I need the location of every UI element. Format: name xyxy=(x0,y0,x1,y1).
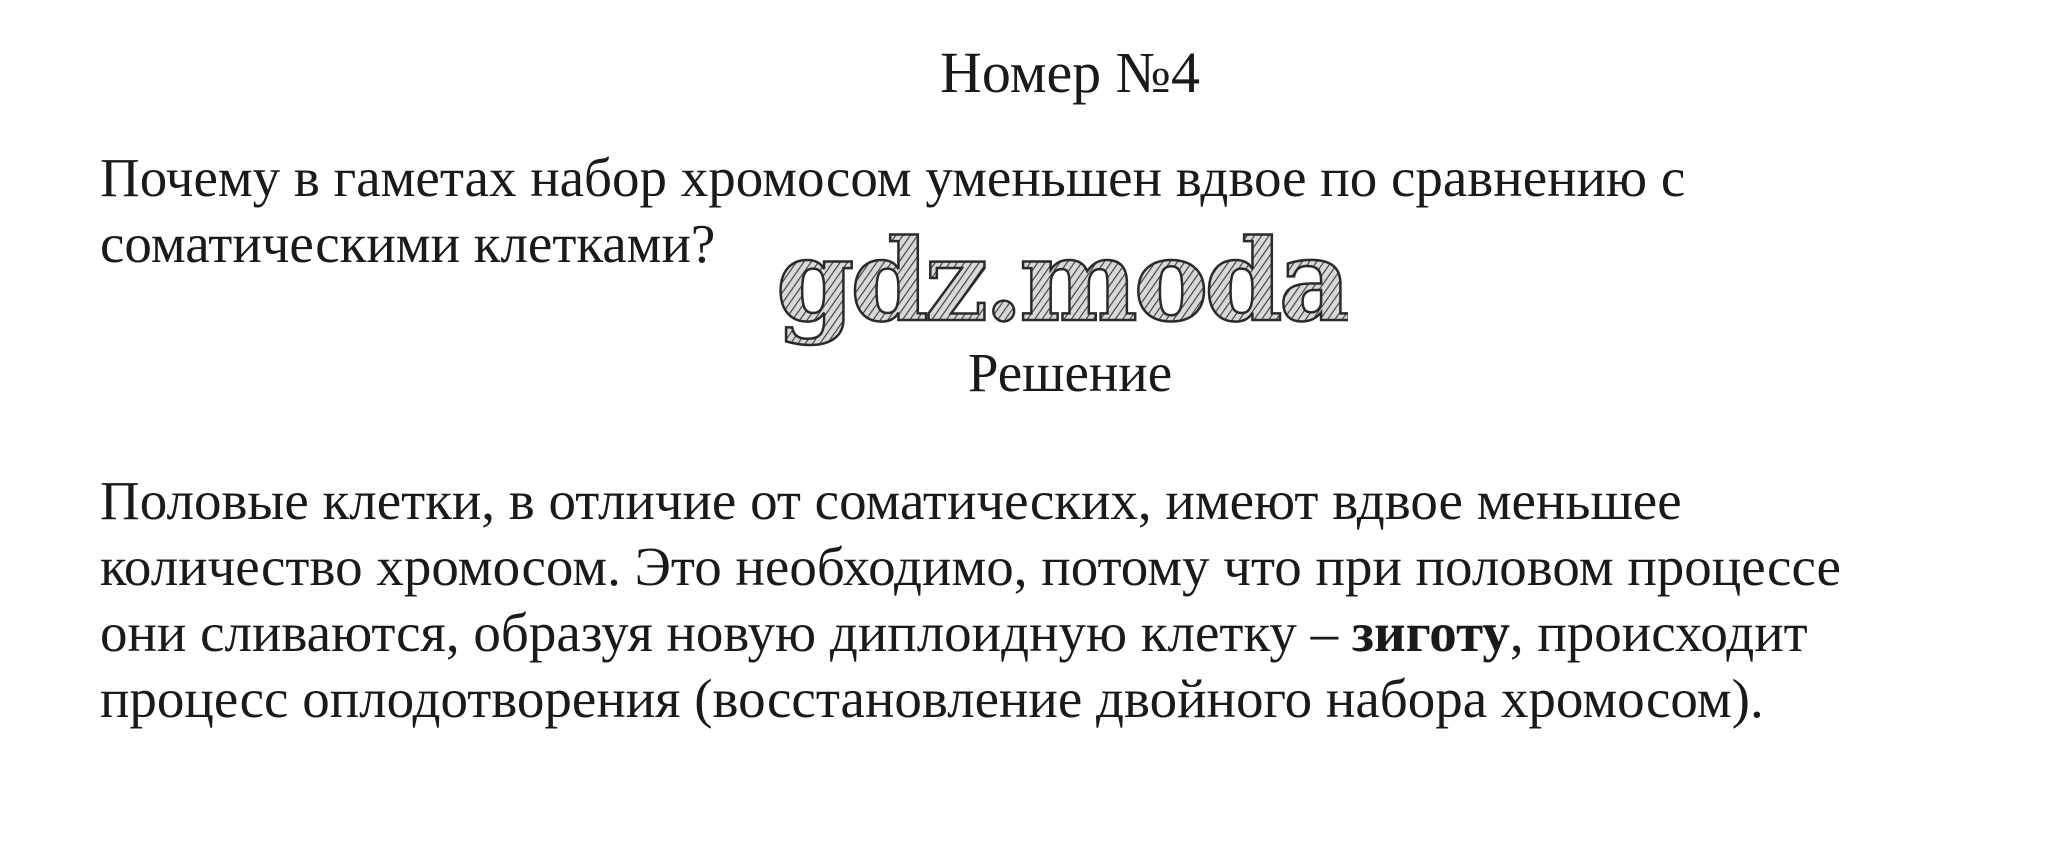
answer-line-1: Половые клетки, в отличие от соматических, имеют вдвое меньшее xyxy=(100,470,1682,531)
solution-heading: Решение xyxy=(967,342,1173,403)
answer-line-3 xyxy=(100,600,2035,666)
question-line-2: соматическими клетками? xyxy=(100,213,716,274)
answer-line-3-start: они сливаются, образуя новую диплоидную клетку – xyxy=(100,602,1352,663)
question-line-1: Почему в гаметах набор хромосом уменьшен вдвое по сравнению с xyxy=(100,147,1686,208)
answer-text xyxy=(100,468,2035,732)
answer-term-zygote: зиготу xyxy=(1351,602,1510,663)
watermark-text: gdz.moda xyxy=(776,218,1348,347)
watermark-logo xyxy=(768,218,1348,358)
answer-line-4: процесс оплодотворения (восстановление двойного набора хромосом). xyxy=(100,668,1764,729)
answer-line-2: количество хромосом. Это необходимо, потому что при половом процессе xyxy=(100,536,1841,597)
page-title: Номер №4 xyxy=(939,40,1201,105)
answer-line-3-end: , происходит xyxy=(1509,602,1808,663)
